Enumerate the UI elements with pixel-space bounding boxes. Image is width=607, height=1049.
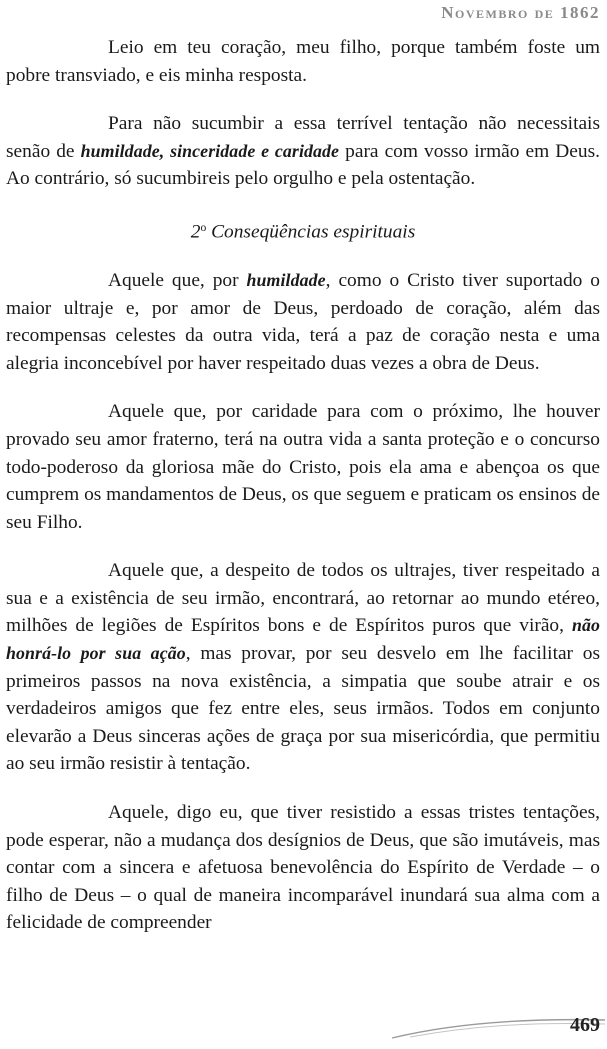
subtitle-text: Conseqüências espirituais (211, 221, 416, 243)
paragraph-3-emphasis: humildade (246, 269, 326, 290)
paragraph-1: Leio em teu coração, meu filho, porque também foste um pobre transviado, e eis minha resposta. (6, 37, 600, 86)
paragraph-5-after: , mas provar, por seu desvelo em lhe facilitar os primeiros passos na nova existência, a simpatia que soube atrair e os verdadeiros amigos que fez entre eles, seus irmãos. Todos em conjunto elevarão a Deus sinceras ações de graça por sua misericórdia, que permitiu ao seu irmão resistir à tentação. (6, 643, 600, 775)
paragraph-5 (6, 557, 600, 778)
paragraph-2-before: Para não sucumbir a essa terrível tentação não necessitais senão de (6, 113, 600, 162)
subtitle-number: 2 (190, 221, 201, 243)
paragraph-3 (6, 267, 600, 377)
subtitle-ordinal: o (200, 220, 207, 234)
paragraph-3-after: , como o Cristo tiver suportado o maior ultraje e, por amor de Deus, perdoado de coração, além das recompensas celestes da outra vida, terá a paz de coração nesta e uma alegria inconcebível por haver respeitado duas vezes a obra de Deus. (6, 269, 601, 374)
paragraph-3-before: Aquele que, por (108, 269, 247, 291)
paragraph-5-before: Aquele que, a despeito de todos os ultrajes, tiver respeitado a sua e a existência de seu irmão, encontrará, ao retornar ao mundo etéreo, milhões de legiões de Espíritos bons e de Espíritos puros que virão, (6, 560, 600, 637)
paragraph-2-after: para com vosso irmão em Deus. Ao contrário, só sucumbireis pelo orgulho e pela ostentação. (6, 140, 600, 190)
page-number: 469 (570, 1014, 600, 1036)
paragraph-2 (6, 110, 600, 193)
page-body (6, 34, 600, 937)
paragraph-5-emphasis: não honrá-lo por sua ação (6, 615, 600, 664)
running-header: Novembro de 1862 (441, 3, 600, 22)
paragraph-4: Aquele que, por caridade para com o próximo, lhe houver provado seu amor fraterno, terá na outra vida a santa proteção e o concurso todo-poderoso da gloriosa mãe do Cristo, pois ela ama e abençoa os que cumprem os mandamentos de Deus, os que seguem e praticam os ensinos de seu Filho. (6, 401, 600, 533)
section-subtitle (6, 214, 600, 246)
paragraph-2-emphasis: humildade, sinceridade e caridade (80, 140, 340, 161)
paragraph-6: Aquele, digo eu, que tiver resistido a essas tristes tentações, pode esperar, não a mudança dos desígnios de Deus, que são imutáveis, mas contar com a sincera e afetuosa benevolência do Espírito de Verdade – o filho de Deus – o qual de maneira incomparável inundará sua alma com a felicidade de compreender (6, 802, 600, 934)
